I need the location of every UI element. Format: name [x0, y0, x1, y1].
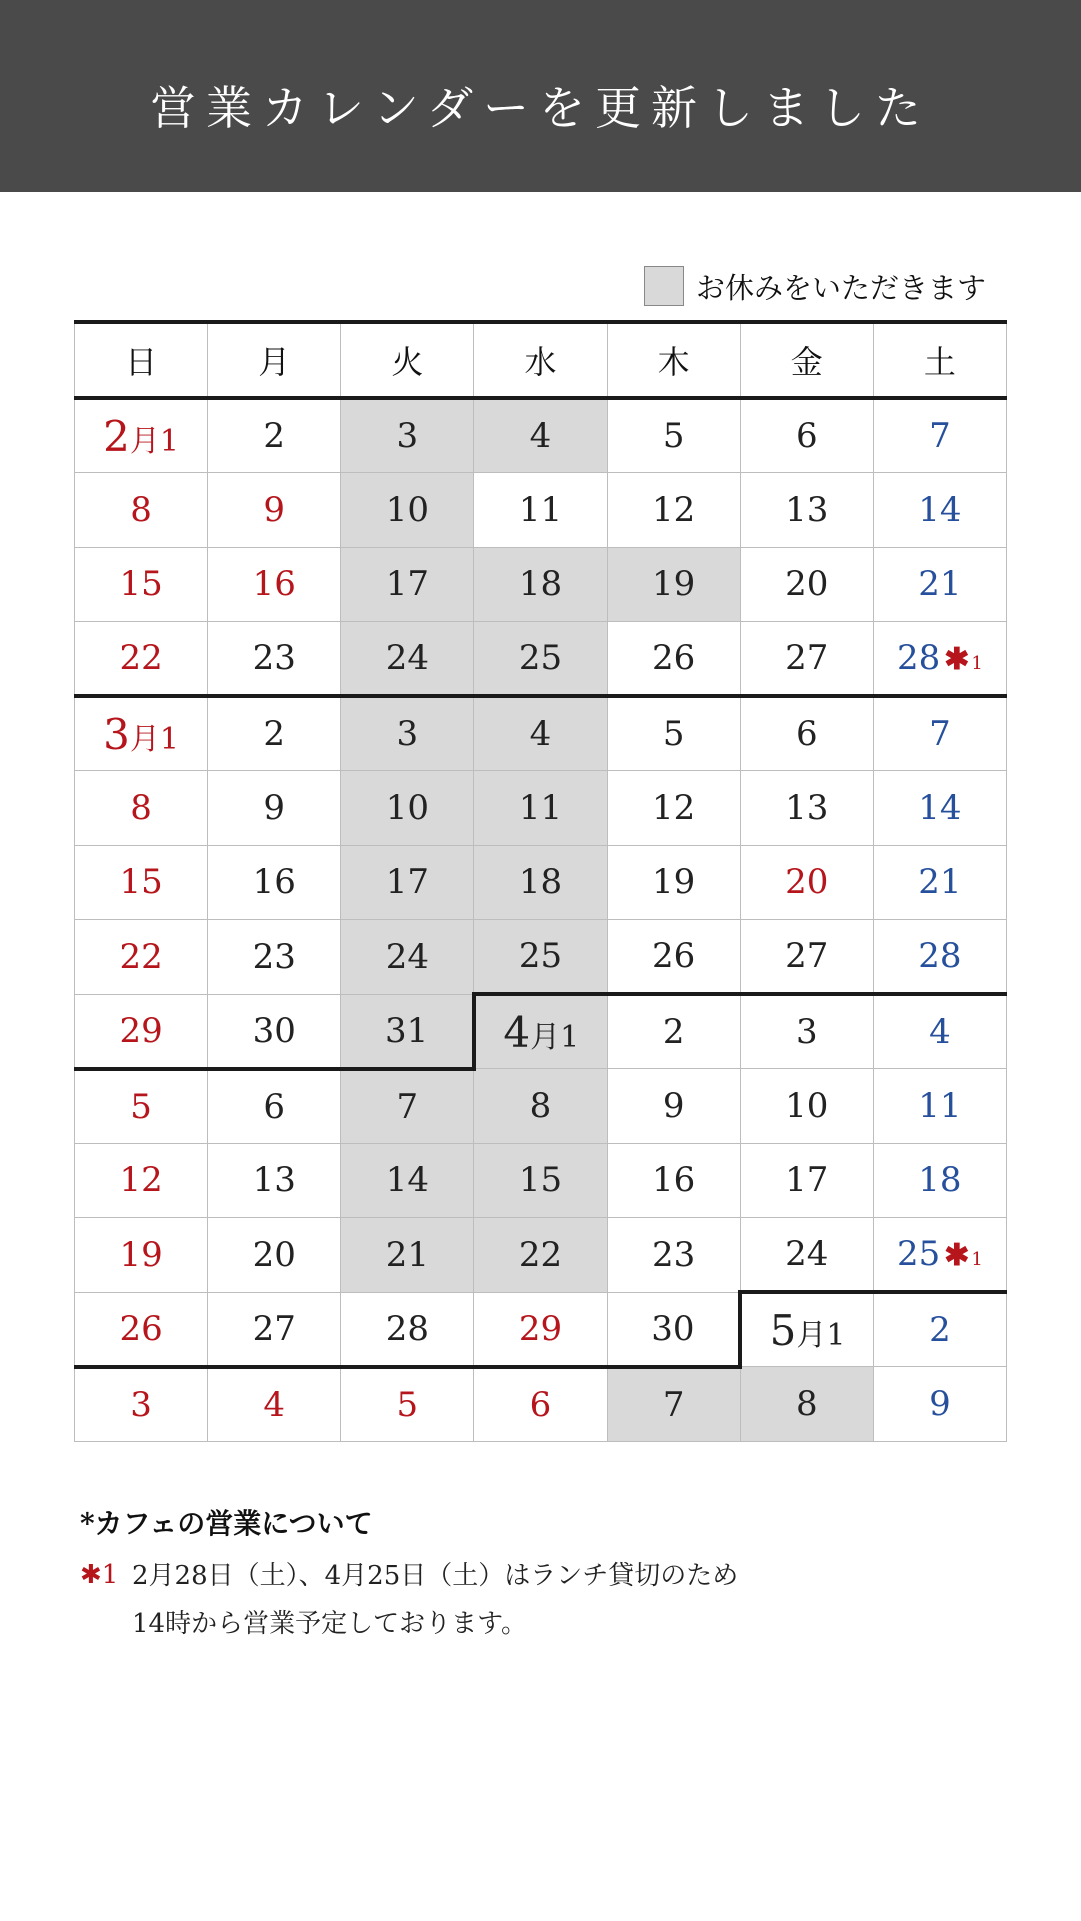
day-number: 22: [119, 936, 163, 977]
day-cell: [607, 1367, 740, 1442]
day-cell: [75, 1143, 208, 1218]
weekday-wed: 水: [474, 322, 607, 398]
day-cell: [474, 1143, 607, 1218]
day-number: 4: [929, 1012, 951, 1052]
day-number: 3: [396, 416, 419, 456]
day-cell: [208, 994, 341, 1069]
weekday-sun: 日: [75, 322, 208, 398]
day-number: 21: [918, 862, 962, 903]
weekday-sat: 土: [873, 322, 1006, 398]
day-cell: [75, 1218, 208, 1293]
day-cell: [75, 1292, 208, 1367]
day-cell: [341, 1143, 474, 1218]
day-number: 25: [518, 638, 563, 678]
day-cell: [341, 473, 474, 548]
day-number: 6: [263, 1086, 286, 1127]
day-number: 2: [662, 1012, 685, 1052]
day-number: 19: [119, 1234, 163, 1275]
day-cell: [75, 771, 208, 846]
cafe-notes: [80, 1502, 980, 1648]
month-number: 5: [769, 1305, 797, 1355]
week-row: [75, 1218, 1007, 1293]
day-cell: [607, 1218, 740, 1293]
day-number: 1: [560, 1019, 580, 1055]
week-row: [75, 771, 1007, 846]
day-number: 10: [385, 489, 429, 530]
day-cell: [873, 920, 1006, 995]
day-number: 21: [385, 1234, 429, 1275]
day-cell: [474, 473, 607, 548]
day-number: 23: [652, 1234, 696, 1275]
day-cell: [607, 845, 740, 920]
day-number: 12: [652, 787, 696, 828]
day-cell: [607, 622, 740, 697]
day-number: 10: [385, 787, 429, 828]
day-number: 19: [652, 564, 696, 605]
day-cell: [75, 1367, 208, 1442]
day-cell: [474, 398, 607, 473]
week-row: [75, 1367, 1007, 1442]
week-row: [75, 845, 1007, 920]
day-number: 16: [652, 1160, 696, 1201]
day-number: 24: [785, 1234, 829, 1274]
day-number: 11: [518, 489, 563, 530]
day-cell: [75, 547, 208, 622]
day-cell: [873, 845, 1006, 920]
day-number: 6: [795, 714, 818, 754]
day-cell: [341, 1367, 474, 1442]
day-number: 20: [785, 564, 829, 605]
day-number: 1: [159, 721, 179, 757]
day-cell: [873, 1367, 1006, 1442]
day-number: 17: [385, 564, 429, 605]
day-cell: [341, 398, 474, 473]
week-row: [75, 398, 1007, 473]
day-cell: [75, 920, 208, 995]
day-cell: [474, 1069, 607, 1144]
day-cell: [740, 473, 873, 548]
day-number: 30: [252, 1010, 296, 1051]
day-number: 9: [929, 1383, 951, 1424]
day-cell: [607, 771, 740, 846]
day-cell: [75, 696, 208, 771]
day-cell: [607, 473, 740, 548]
day-number: 20: [252, 1234, 296, 1275]
week-row: [75, 547, 1007, 622]
day-cell: [341, 696, 474, 771]
day-number: 22: [119, 638, 163, 678]
day-number: 5: [396, 1384, 419, 1425]
day-number: 12: [119, 1160, 163, 1201]
week-row: [75, 1292, 1007, 1367]
day-cell: [208, 547, 341, 622]
day-cell: [740, 1143, 873, 1218]
week-row: [75, 696, 1007, 771]
month-label: 月: [129, 423, 160, 459]
day-cell: [75, 994, 208, 1069]
day-cell: [740, 994, 873, 1069]
day-cell: [341, 771, 474, 846]
month-number: 2: [103, 411, 130, 461]
day-number: 1: [826, 1317, 846, 1353]
day-cell: [208, 771, 341, 846]
day-number: 24: [385, 936, 429, 977]
day-number: 28: [896, 638, 941, 678]
day-cell: [474, 771, 607, 846]
day-cell: [208, 1367, 341, 1442]
day-cell: [873, 696, 1006, 771]
day-number: 28: [385, 1308, 429, 1349]
day-cell: [341, 1218, 474, 1293]
day-cell: [740, 547, 873, 622]
week-row: [75, 994, 1007, 1069]
day-number: 13: [785, 787, 829, 828]
month-number: 3: [103, 709, 130, 759]
day-cell: [208, 845, 341, 920]
day-cell: [208, 696, 341, 771]
day-number: 5: [662, 714, 685, 754]
day-cell: [208, 1292, 341, 1367]
day-number: 7: [662, 1384, 685, 1425]
day-number: 18: [518, 862, 563, 903]
day-cell: [341, 994, 474, 1069]
note-item: [80, 1560, 980, 1648]
day-cell: [740, 1292, 873, 1367]
day-number: 19: [652, 862, 696, 903]
day-cell: [341, 622, 474, 697]
day-number: 4: [529, 416, 552, 456]
day-cell: [607, 1292, 740, 1367]
day-cell: [208, 398, 341, 473]
day-cell: [740, 1069, 873, 1144]
day-number: 21: [918, 564, 962, 605]
day-number: 14: [918, 489, 962, 530]
day-number: 16: [252, 862, 296, 903]
day-number: 18: [518, 564, 563, 605]
note-marker: ✱1: [80, 1560, 119, 1590]
month-label: 月: [129, 721, 160, 757]
footnote-number: 1: [971, 653, 983, 674]
day-cell: [341, 920, 474, 995]
day-cell: [740, 622, 873, 697]
calendar-body: [75, 398, 1007, 1441]
day-number: 17: [785, 1160, 829, 1201]
day-number: 29: [518, 1308, 563, 1349]
week-row: [75, 473, 1007, 548]
day-cell: [474, 622, 607, 697]
day-number: 5: [130, 1086, 152, 1127]
day-number: 25: [896, 1234, 941, 1274]
month-number: 4: [503, 1007, 531, 1057]
day-number: 6: [529, 1384, 552, 1425]
day-cell: [474, 1367, 607, 1442]
legend: [644, 265, 986, 307]
day-cell: [341, 547, 474, 622]
day-cell: [740, 771, 873, 846]
month-label: 月: [530, 1019, 561, 1055]
day-number: 24: [385, 638, 429, 678]
day-number: 22: [518, 1234, 563, 1275]
weekday-thu: 木: [607, 322, 740, 398]
day-cell: [740, 920, 873, 995]
day-number: 1: [159, 423, 179, 459]
day-number: 4: [263, 1384, 286, 1425]
note-text: [132, 1552, 738, 1648]
asterisk-icon: ✱: [944, 1238, 970, 1273]
day-cell: [873, 473, 1006, 548]
day-cell: [474, 845, 607, 920]
day-number: 14: [385, 1160, 429, 1201]
day-number: 2: [929, 1310, 951, 1350]
day-number: 25: [518, 936, 563, 976]
day-number: 23: [252, 638, 296, 678]
day-cell: [75, 473, 208, 548]
header-banner: [0, 0, 1081, 192]
day-number: 30: [651, 1308, 695, 1349]
day-number: 11: [918, 1085, 962, 1126]
day-cell: [75, 1069, 208, 1144]
day-cell: [607, 1069, 740, 1144]
week-row: [75, 1143, 1007, 1218]
day-cell: [607, 696, 740, 771]
page-title: 営業カレンダーを更新しました: [149, 81, 931, 135]
day-number: 3: [130, 1384, 152, 1425]
day-number: 12: [652, 489, 696, 530]
day-number: 27: [785, 936, 829, 976]
weekday-tue: 火: [341, 322, 474, 398]
day-number: 10: [785, 1085, 829, 1126]
day-number: 13: [785, 489, 829, 530]
closed-swatch: [644, 266, 684, 306]
day-number: 8: [130, 787, 152, 828]
day-cell: [740, 845, 873, 920]
day-number: 26: [119, 1308, 163, 1349]
day-number: 9: [662, 1085, 685, 1126]
day-cell: [873, 771, 1006, 846]
day-cell: [873, 1218, 1006, 1293]
day-cell: [75, 398, 208, 473]
day-number: 11: [518, 787, 563, 828]
day-cell: [607, 547, 740, 622]
month-label: 月: [796, 1317, 827, 1353]
week-row: [75, 622, 1007, 697]
notes-heading: *カフェの営業について: [80, 1507, 373, 1540]
day-cell: [873, 398, 1006, 473]
day-number: 3: [396, 714, 419, 754]
day-cell: [607, 920, 740, 995]
day-number: 23: [252, 936, 296, 977]
day-cell: [75, 845, 208, 920]
day-number: 16: [252, 564, 296, 605]
day-number: 4: [529, 714, 552, 754]
day-number: 2: [263, 714, 286, 754]
day-number: 8: [795, 1383, 818, 1424]
day-number: 5: [662, 416, 685, 456]
day-cell: [873, 1143, 1006, 1218]
day-number: 26: [652, 936, 696, 976]
day-cell: [208, 622, 341, 697]
day-number: 15: [119, 564, 163, 605]
day-number: 7: [929, 416, 951, 456]
day-number: 15: [119, 862, 163, 903]
weekday-mon: 月: [208, 322, 341, 398]
day-cell: [208, 473, 341, 548]
day-cell: [740, 398, 873, 473]
note-line-2: 14時から営業予定しております。: [132, 1609, 528, 1639]
day-cell: [341, 1292, 474, 1367]
day-cell: [873, 547, 1006, 622]
day-cell: [208, 1069, 341, 1144]
week-row: [75, 920, 1007, 995]
day-cell: [607, 398, 740, 473]
day-cell: [474, 696, 607, 771]
day-cell: [873, 1069, 1006, 1144]
day-cell: [75, 622, 208, 697]
day-number: 7: [396, 1086, 419, 1127]
day-cell: [873, 994, 1006, 1069]
day-number: 9: [263, 489, 286, 530]
day-number: 26: [652, 638, 696, 678]
day-number: 9: [263, 787, 286, 828]
footnote-number: 1: [971, 1249, 983, 1270]
week-row: [75, 1069, 1007, 1144]
day-number: 15: [518, 1160, 563, 1201]
day-cell: [208, 1218, 341, 1293]
day-number: 7: [929, 714, 951, 754]
day-cell: [740, 1367, 873, 1442]
day-cell: [474, 920, 607, 995]
day-cell: [341, 1069, 474, 1144]
day-number: 3: [795, 1012, 818, 1052]
day-cell: [740, 696, 873, 771]
day-number: 28: [918, 936, 962, 976]
day-cell: [208, 1143, 341, 1218]
note-line-1: 2月28日（土）、4月25日（土）はランチ貸切のため: [132, 1561, 739, 1591]
day-number: 8: [130, 489, 152, 530]
day-cell: [208, 920, 341, 995]
day-number: 31: [384, 1010, 429, 1051]
weekday-fri: 金: [740, 322, 873, 398]
day-cell: [740, 1218, 873, 1293]
day-cell: [341, 845, 474, 920]
day-cell: [873, 1292, 1006, 1367]
day-cell: [474, 994, 607, 1069]
day-cell: [474, 547, 607, 622]
day-cell: [474, 1292, 607, 1367]
day-number: 13: [252, 1160, 296, 1201]
day-cell: [607, 1143, 740, 1218]
day-number: 27: [252, 1308, 296, 1349]
asterisk-icon: ✱: [944, 642, 970, 677]
day-number: 6: [795, 416, 818, 456]
day-number: 20: [785, 862, 829, 903]
legend-label: お休みをいただきます: [696, 270, 987, 305]
day-number: 27: [785, 638, 829, 678]
business-calendar: [74, 320, 1007, 1442]
day-number: 14: [918, 787, 962, 828]
day-number: 2: [263, 416, 286, 456]
day-cell: [607, 994, 740, 1069]
day-number: 29: [119, 1010, 163, 1051]
day-number: 17: [385, 862, 429, 903]
day-number: 18: [918, 1160, 962, 1201]
weekday-header-row: [75, 322, 1007, 398]
day-cell: [873, 622, 1006, 697]
day-number: 8: [529, 1085, 552, 1126]
day-cell: [474, 1218, 607, 1293]
